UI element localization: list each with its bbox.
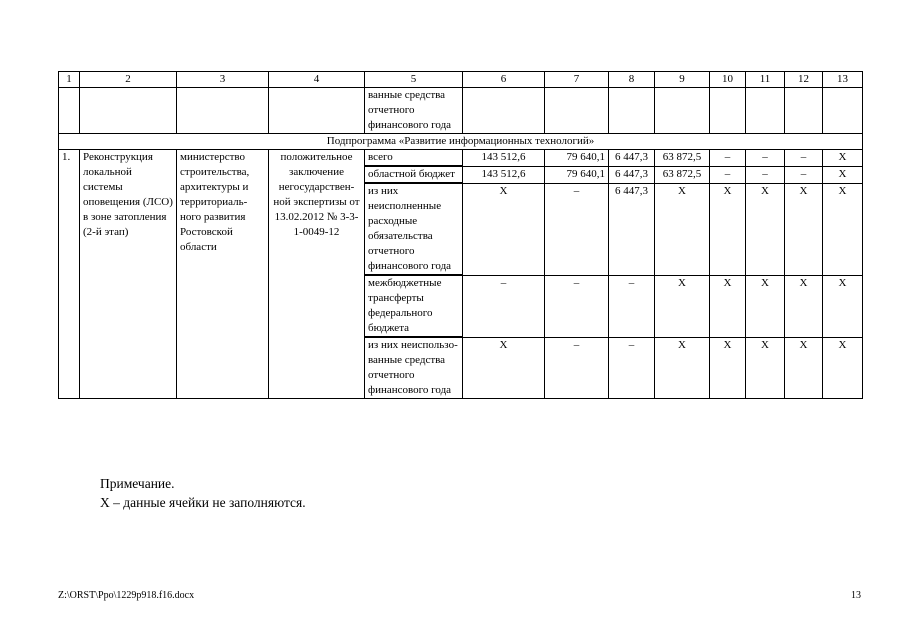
row-label: из них неиспользо- ванные средства отчетного финансового года [365,337,463,399]
cell-col12: – [785,150,823,167]
project-name: Реконструкция локальной системы оповещения (ЛСО) в зоне затопления (2-й этап) [80,150,177,399]
cell-col8: 6 447,3 [609,183,655,275]
cell-col13: Х [823,275,863,337]
cell-col13: Х [823,337,863,399]
row-label: областной бюджет [365,166,463,183]
cell-col10: Х [710,275,746,337]
cell-col8: – [609,275,655,337]
col-header-8: 8 [609,72,655,88]
footnote-title: Примечание. [100,476,175,491]
cell-col11: – [746,166,785,183]
cell-col6: 143 512,6 [463,150,545,167]
col-header-11: 11 [746,72,785,88]
cell-col10: Х [710,183,746,275]
continuation-label: ванные средства отчетного финансового года [365,88,463,134]
cell-col12: – [785,166,823,183]
cell-col7: – [545,183,609,275]
project-executor: министерство строительства, архитектуры и территориаль- ного развития Ростовской области [177,150,269,399]
cell-col9: Х [655,275,710,337]
cell-col9: Х [655,183,710,275]
row-label: из них неисполненные расходные обязательства отчетного финансового года [365,183,463,275]
col-header-4: 4 [269,72,365,88]
cell-col12: Х [785,183,823,275]
footnote-text: Х – данные ячейки не заполняются. [100,495,306,510]
cell-col6: – [463,275,545,337]
col-header-6: 6 [463,72,545,88]
col-header-3: 3 [177,72,269,88]
page-number: 13 [851,590,861,601]
col-header-13: 13 [823,72,863,88]
footnote [100,474,306,512]
cell-col9: 63 872,5 [655,150,710,167]
cell-col12: Х [785,275,823,337]
cell-col11: Х [746,337,785,399]
column-number-row [59,72,863,88]
cell-col10: – [710,166,746,183]
cell-col12: Х [785,337,823,399]
cell-col13: Х [823,183,863,275]
cell-col6: 143 512,6 [463,166,545,183]
cell-col8: 6 447,3 [609,166,655,183]
row-label: всего [365,150,463,167]
cell-col7: 79 640,1 [545,150,609,167]
cell-col13: Х [823,150,863,167]
cell-col7: – [545,275,609,337]
file-path: Z:\ORST\Ppo\1229p918.f16.docx [58,590,195,601]
project-number: 1. [59,150,80,399]
cell-col7: – [545,337,609,399]
budget-table [58,71,863,399]
subprogram-title: Подпрограмма «Развитие информационных технологий» [59,134,863,150]
cell-col11: Х [746,275,785,337]
project-expertise: положительное заключение негосударствен- ной экспертизы от 13.02.2012 № 3-3-1-0049-12 [269,150,365,399]
cell-col11: Х [746,183,785,275]
col-header-12: 12 [785,72,823,88]
cell-col6: Х [463,183,545,275]
cell-col10: Х [710,337,746,399]
col-header-5: 5 [365,72,463,88]
cell-col11: – [746,150,785,167]
continuation-row [59,88,863,134]
col-header-9: 9 [655,72,710,88]
col-header-2: 2 [80,72,177,88]
cell-col8: 6 447,3 [609,150,655,167]
cell-col13: Х [823,166,863,183]
cell-col7: 79 640,1 [545,166,609,183]
subprogram-row [59,134,863,150]
row-label: межбюджетные трансферты федерального бюджета [365,275,463,337]
col-header-7: 7 [545,72,609,88]
cell-col6: Х [463,337,545,399]
col-header-1: 1 [59,72,80,88]
cell-col10: – [710,150,746,167]
table-row [59,150,863,167]
col-header-10: 10 [710,72,746,88]
cell-col9: 63 872,5 [655,166,710,183]
cell-col8: – [609,337,655,399]
cell-col9: Х [655,337,710,399]
